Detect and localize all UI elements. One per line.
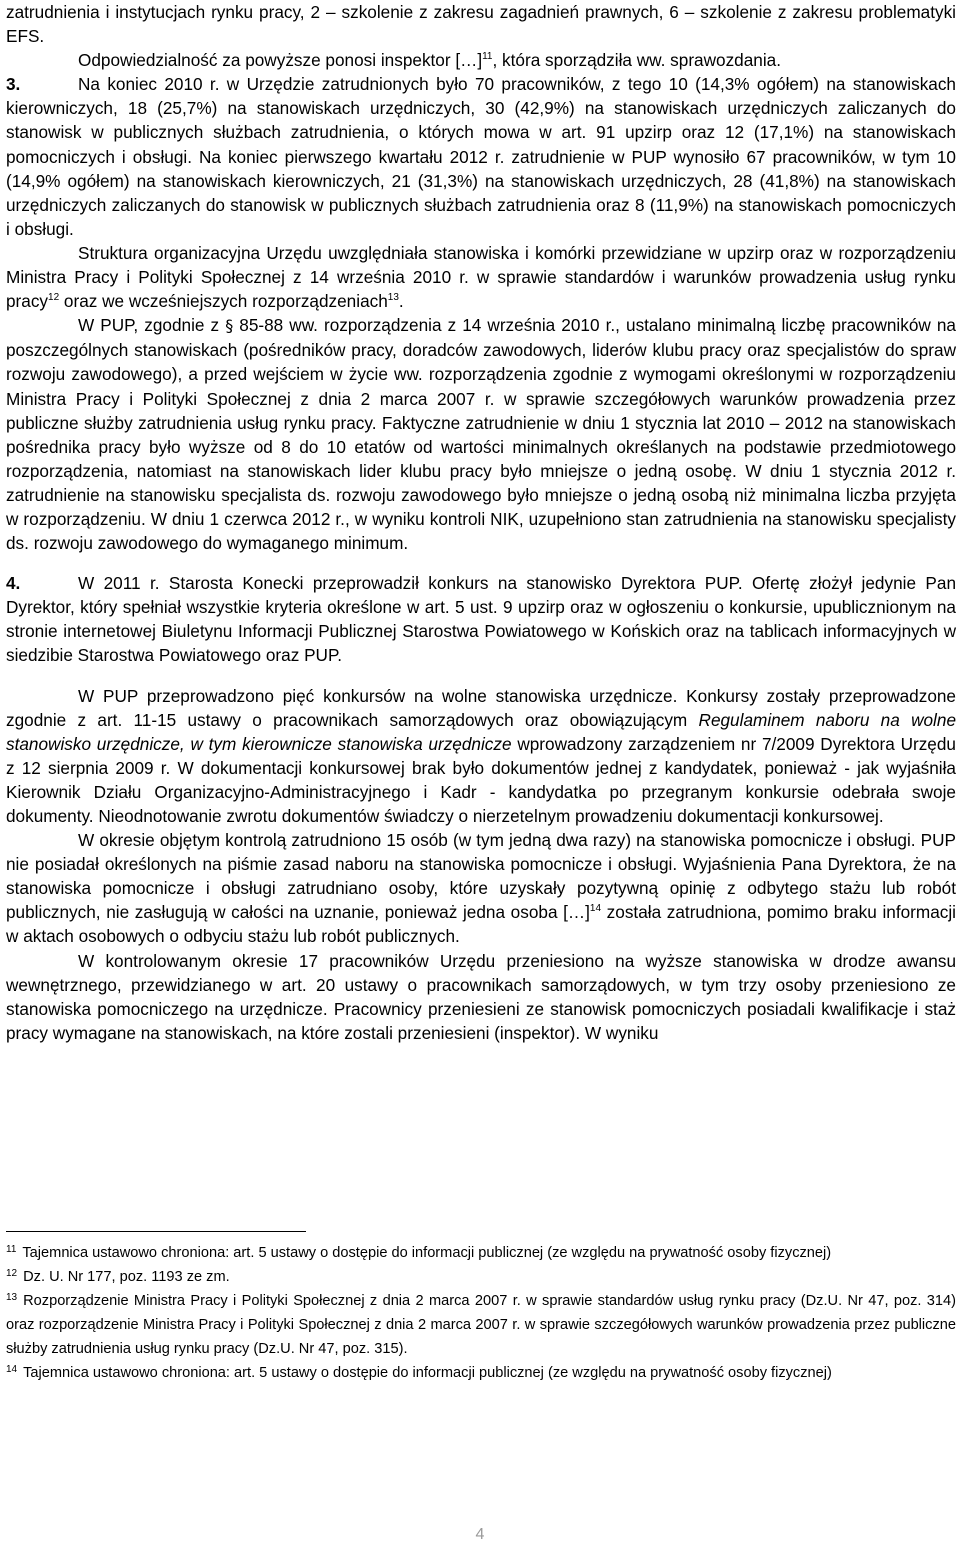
staffing-text: W PUP, zgodnie z	[78, 315, 226, 336]
footnote-number: 13	[6, 1292, 18, 1303]
section-4-paragraph-4	[6, 949, 956, 1045]
footnote-ref-14[interactable]: 14	[589, 903, 602, 915]
section-3-text: Na koniec 2010 r. w Urzędzie zatrudnionych było 70 pracowników, z tego 10 (14,3% ogółem) na stanowiskach kierowniczych, 18 (25,7%) na stanowiskach urzędniczych, 30 (42,9%) na stanowiskach urzędniczych zaliczanych do stanowisk w publicznych służbach zatrudnienia, o których mowa w art. 91 upzirp oraz 12 (17,1%) na stanowiskach pomocniczych i obsługi. Na koniec pierwszego kwartału 2012 r. zatrudnienie w PUP wynosiło 67 pracowników, w tym 10 (14,9% ogółem) na stanowiskach kierowniczych, 21 (31,3%) na stanowiskach urzędniczych, 28 (41,8%) na stanowiskach urzędniczych zaliczanych do stanowisk w publicznych służbach zatrudnienia oraz 8 (11,9%) na stanowiskach pomocniczych i obsługi.	[6, 74, 956, 239]
footnote-number: 14	[6, 1364, 18, 1375]
section-4-text: W 2011 r. Starosta Konecki przeprowadził konkurs na stanowisko Dyrektora PUP. Ofertę złożył jedynie Pan Dyrektor, który spełniał wszystkie kryteria określone w art. 5 ust. 9 upzirp oraz w ogłoszeniu o konkursie, upublicznionym na stronie internetowej Biuletynu Informacji Publicznej Starostwa Powiatowego w Końskich oraz na tablicach informacyjnych w siedzibie Starostwa Powiatowego oraz PUP.	[6, 573, 956, 666]
footnote-number: 12	[6, 1268, 18, 1279]
intro-paragraph	[6, 0, 956, 48]
paragraph-sign: §	[225, 316, 234, 336]
spacer	[6, 555, 956, 571]
competitions-text-cont: wprowadzony zarządzeniem nr 7/2009 Dyrektora Urzędu z 12 sierpnia 2009 r. W dokumentacji konkursowej brak było dokumentów jednej z kandydatek, ponieważ - jak wyjaśniła Kierownik Działu Organizacyjno-Administracyjnego i Kadr - kandydatka po przegranym konkursie odebrała swoje dokumenty. Nieodnotowanie zwrotu dokumentów świadczy o nierzetelnym prowadzeniu dokumentacji konkursowej.	[6, 733, 956, 826]
structure-text: Struktura organizacyjna Urzędu uwzględniała stanowiska i komórki przewidziane w upzirp oraz w rozporządzeniu Ministra Pracy i Polityki Społecznej z 14 września 2010 r. w sprawie standardów i warunków prowadzenia usług rynku pracy	[6, 242, 956, 312]
section-3-paragraph-2	[6, 241, 956, 313]
section-4-number: 4.	[6, 573, 21, 594]
footnote-separator	[6, 1231, 306, 1232]
document-page	[6, 0, 956, 1045]
hiring-text: W okresie objętym kontrolą zatrudniono 15 osób (w tym jedną dwa razy) na stanowiska pomocnicze i obsługi. PUP nie posiadał określonych na piśmie zasad naboru na stanowiska pomocnicze i obsługi. Wyjaśnienia Pana Dyrektora, że na stanowiska pomocnicze i obsługi zatrudniano osoby, które uzyskały pozytywną opinię z odbytego stażu lub robót publicznych, nie zasługują w całości na uznanie, ponieważ jedna osoba […]	[6, 830, 956, 923]
footnote-text: Tajemnica ustawowo chroniona: art. 5 ustawy o dostępie do informacji publicznej (ze względu na prywatność osoby fizycznej)	[22, 1245, 832, 1261]
responsibility-paragraph	[6, 48, 956, 72]
footnote-ref-13[interactable]: 13	[387, 292, 399, 304]
footnote-ref-12[interactable]: 12	[48, 292, 60, 304]
section-3-paragraph-1	[6, 72, 956, 241]
spacer	[6, 668, 956, 684]
section-4-paragraph-1	[6, 571, 956, 667]
structure-text-end: .	[398, 291, 404, 312]
footnote-12	[6, 1265, 956, 1289]
footnote-ref-11[interactable]: 11	[482, 51, 493, 63]
footnote-14	[6, 1361, 956, 1385]
section-3-number: 3.	[6, 74, 21, 95]
intro-text: zatrudnienia i instytucjach rynku pracy, 2 – szkolenie z zakresu zagadnień prawnych, 6 – szkolenie z zakresu problematyki EFS.	[6, 2, 956, 47]
document-body	[6, 0, 956, 1045]
footnote-text: Dz. U. Nr 177, poz. 1193 ze zm.	[23, 1269, 230, 1285]
staffing-text-cont: 85-88 ww. rozporządzenia z 14 września 2010 r., ustalano minimalną liczbę pracowników na poszczególnych stanowiskach (pośredników pracy, doradców zawodowych, liderów klubu pracy oraz specjalistów do spraw rozwoju zawodowego), a przed wejściem w życie ww. rozporządzenia zgodnie z wymogami określonymi w rozporządzeniu Ministra Pracy i Polityki Społecznej z dnia 2 marca 2007 r. w sprawie szczegółowych warunków prowadzenia przez publiczne służby zatrudnienia usług rynku pracy. Faktyczne zatrudnienie w dniu 1 stycznia lat 2010 – 2012 na stanowiskach pośrednika pracy było wyższe od 8 do 10 etatów od wartości minimalnych określanych na podstawie przedmiotowego rozporządzenia, natomiast na stanowiskach lider klubu pracy było mniejsze o jedną osobę. W dniu 1 stycznia 2012 r. zatrudnienie na stanowisku specjalista ds. rozwoju zawodowego było mniejsze o jedną osobą niż minimalna liczba przyjęta w rozporządzeniu. W dniu 1 czerwca 2012 r., w wyniku kontroli NIK, uzupełniono stan zatrudnienia na stanowisku specjalisty ds. rozwoju zawodowego do wymaganego minimum.	[6, 315, 956, 554]
structure-text-cont: oraz we wcześniejszych rozporządzeniach	[59, 291, 388, 312]
competitions-text: W PUP przeprowadzono pięć konkursów na wolne stanowiska urzędnicze. Konkursy zostały przeprowadzone zgodnie z art. 11-15 ustawy o pracownikach samorządowych oraz obowiązującym	[6, 685, 956, 730]
footnote-number: 11	[6, 1244, 17, 1255]
responsibility-text-end: , która sporządziła ww. sprawozdania.	[492, 50, 782, 71]
footnote-11	[6, 1241, 956, 1265]
section-4-paragraph-3	[6, 828, 956, 948]
regulation-title: Regulaminem naboru na wolne stanowisko urzędnicze, w tym kierownicze stanowiska urzędnicze	[6, 709, 956, 754]
page-number: 4	[475, 1526, 485, 1543]
footnote-text: Rozporządzenie Ministra Pracy i Polityki Społecznej z dnia 2 marca 2007 r. w sprawie standardów usług rynku pracy (Dz.U. Nr 47, poz. 314) oraz rozporządzenie Ministra Pracy i Polityki Społecznej z dnia 2 marca 2007 r. w sprawie szczegółowych warunków prowadzenia przez publiczne służby zatrudnienia usług rynku pracy (Dz.U. Nr 47, poz. 315).	[6, 1293, 956, 1357]
responsibility-text: Odpowiedzialność za powyższe ponosi inspektor […]	[78, 50, 483, 71]
footnote-13	[6, 1289, 956, 1361]
section-3-paragraph-3	[6, 313, 956, 555]
footnote-text: Tajemnica ustawowo chroniona: art. 5 ustawy o dostępie do informacji publicznej (ze względu na prywatność osoby fizycznej)	[23, 1365, 832, 1381]
footnotes	[6, 1241, 956, 1385]
section-4-paragraph-2	[6, 684, 956, 829]
promotion-text: W kontrolowanym okresie 17 pracowników Urzędu przeniesiono na wyższe stanowiska w drodze awansu wewnętrznego, przewidzianego w art. 20 ustawy o pracownikach samorządowych, w tym trzy osoby przeniesiono ze stanowiska pomocniczego na urzędnicze. Pracownicy przeniesieni ze stanowisk pomocniczych posiadali kwalifikacje i staż pracy wymagane na stanowiskach, na które zostali przeniesieni (inspektor). W wyniku	[6, 950, 956, 1043]
hiring-text-cont: została zatrudniona, pomimo braku informacji w aktach osobowych o odbyciu stażu lub robót publicznych.	[6, 902, 956, 947]
